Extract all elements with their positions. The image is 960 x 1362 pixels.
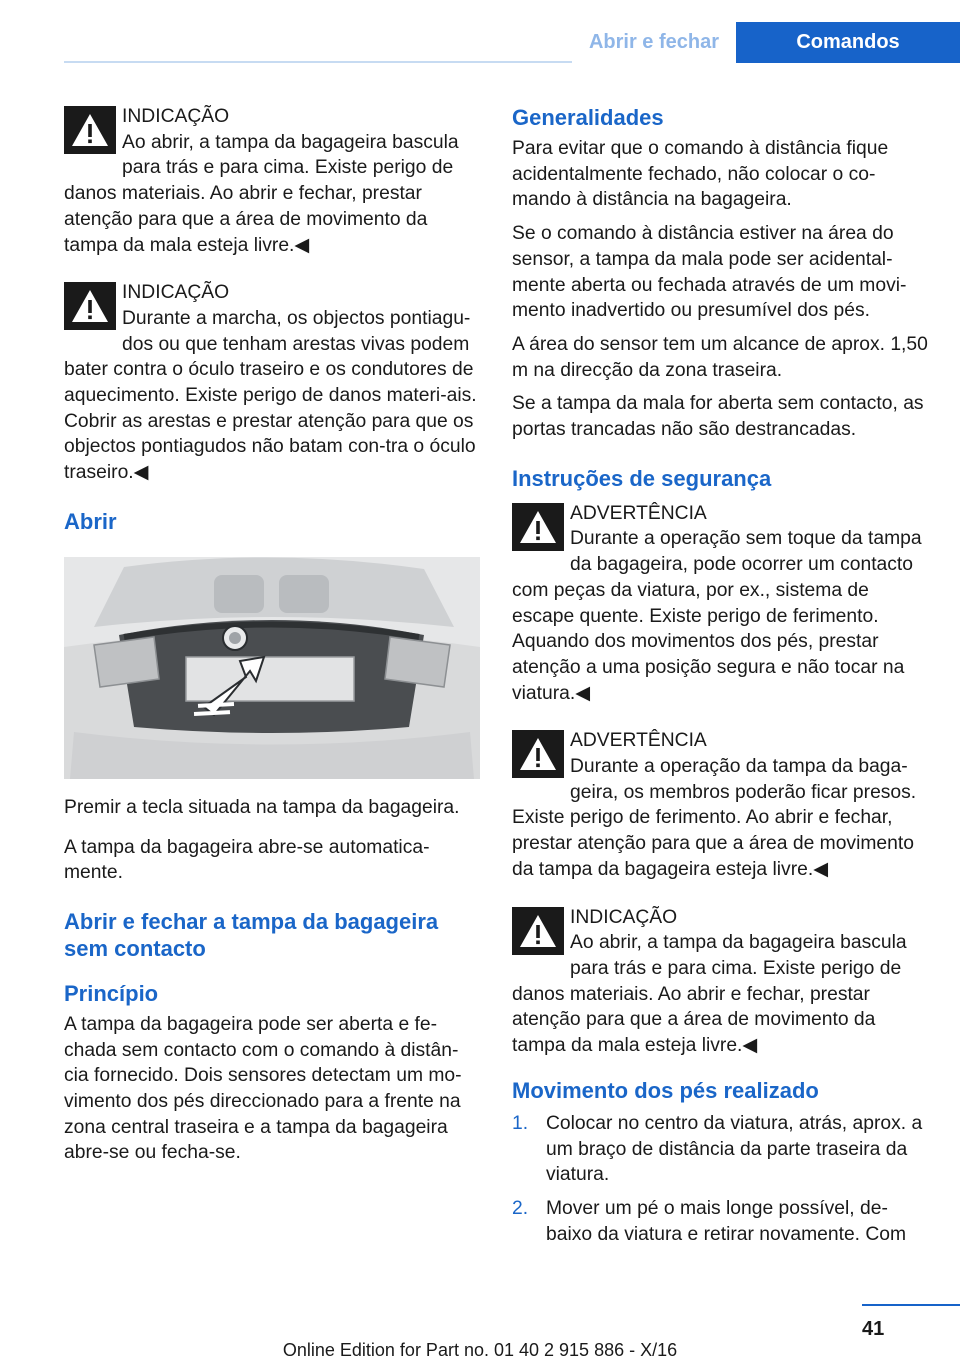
warning-block (512, 901, 928, 1059)
warning-triangle-icon (64, 106, 116, 154)
step-number: 2. (512, 1197, 529, 1219)
warning-title: INDICAÇÃO (122, 282, 230, 304)
warning-triangle-icon (512, 730, 564, 778)
warning-block (512, 497, 928, 707)
edition-footer: Online Edition for Part no. 01 40 2 915 886 - X/16 (282, 1340, 678, 1360)
list-item (512, 1196, 928, 1247)
subheading-generalidades: Generalidades (512, 105, 664, 130)
list-item (512, 1111, 928, 1188)
section-tab[interactable]: Abrir e fechar (572, 22, 736, 63)
chapter-tab[interactable]: Comandos (736, 22, 960, 63)
warning-text: Durante a marcha, os objectos pontiagu‐dos ou que tenham arestas vivas podem bater contra o óculo traseiro e os condutores de aquecimento. Existe perigo de danos materi‐ais. Cobrir as arestas e prestar atenção para que os objectos pontiagudos não batam con‐tra o óculo traseiro.◀ (64, 307, 477, 484)
warning-title: ADVERTÊNCIA (570, 502, 707, 524)
paragraph: Se a tampa da mala for aberta sem contacto, as portas trancadas não são destrancadas. (512, 393, 924, 441)
subheading-principio: Princípio (64, 980, 159, 1006)
warning-text: Ao abrir, a tampa da bagageira bascula para trás e para cima. Existe perigo de danos materiais. Ao abrir e fechar, prestar atenção para que a área de movimento da tampa da mala esteja livre.◀ (512, 932, 907, 1057)
warning-text: Durante a operação da tampa da baga‐geira, os membros poderão ficar presos. Existe perigo de ferimento. Ao abrir e fechar, prestar atenção para que a área de movimento da tampa da bagageira esteja livre.◀ (512, 756, 917, 880)
left-column (64, 100, 482, 1174)
tailgate-illustration (64, 557, 480, 779)
right-column (512, 100, 928, 1255)
car-rear-image (64, 557, 480, 779)
step-number: 1. (512, 1112, 529, 1134)
warning-block (64, 276, 482, 486)
paragraph: Se o comando à distância estiver na área do sensor, a tampa da mala pode ser acidental‐mente aberta ou fechada através de um movi‐mento inadvertido ou presumível dos pés. (512, 223, 907, 322)
warning-block (64, 100, 482, 258)
warning-title: INDICAÇÃO (570, 906, 678, 928)
paragraph: Premir a tecla situada na tampa da bagageira. (64, 796, 460, 818)
warning-text: Durante a operação sem toque da tampa da bagageira, pode ocorrer um contacto com peças da viatura, por ex., sistema de escape quente. Existe perigo de ferimento. Aquando dos movimentos dos pés, prestar atenção a uma posição segura e não tocar na viatura.◀ (512, 528, 922, 704)
subheading-seguranca: Instruções de segurança (512, 465, 772, 491)
paragraph: Para evitar que o comando à distância fique acidentalmente fechado, não colocar o co‐mando à distância na bagageira. (512, 138, 889, 211)
section-heading-abrir: Abrir (64, 508, 117, 534)
paragraph: A tampa da bagageira abre-se automatica‐mente. (64, 836, 430, 884)
warning-title: ADVERTÊNCIA (570, 730, 707, 752)
steps-list (512, 1111, 928, 1248)
warning-triangle-icon (64, 282, 116, 330)
warning-block (512, 724, 928, 882)
subheading-movimento: Movimento dos pés realizado (512, 1077, 819, 1103)
warning-text: Ao abrir, a tampa da bagageira bascula para trás e para cima. Existe perigo de danos materiais. Ao abrir e fechar, prestar atenção para que a área de movimento da tampa da mala esteja livre.◀ (64, 131, 459, 256)
warning-title: INDICAÇÃO (122, 106, 230, 127)
step-text: Mover um pé o mais longe possível, de‐baixo da viatura e retirar novamente. Com (546, 1197, 907, 1245)
step-text: Colocar no centro da viatura, atrás, aprox. a um braço de distância da parte traseira da viatura. (546, 1112, 923, 1186)
page-number-rule (862, 1304, 960, 1306)
section-heading-sem-contacto: Abrir e fechar a tampa da bagageira sem contacto (64, 908, 439, 961)
paragraph: A área do sensor tem um alcance de aprox. 1,50 m na direcção da zona traseira. (512, 333, 928, 381)
warning-triangle-icon (512, 907, 564, 955)
warning-triangle-icon (512, 503, 564, 551)
page-number: 41 (862, 1318, 885, 1340)
paragraph: A tampa da bagageira pode ser aberta e fe‐chada sem contacto com o comando à distân‐cia fornecido. Dois sensores detectam um mo‐vimento dos pés direccionado para a frente na zona central traseira e a tampa da bagageira abre-se ou fecha-se. (64, 1013, 462, 1164)
